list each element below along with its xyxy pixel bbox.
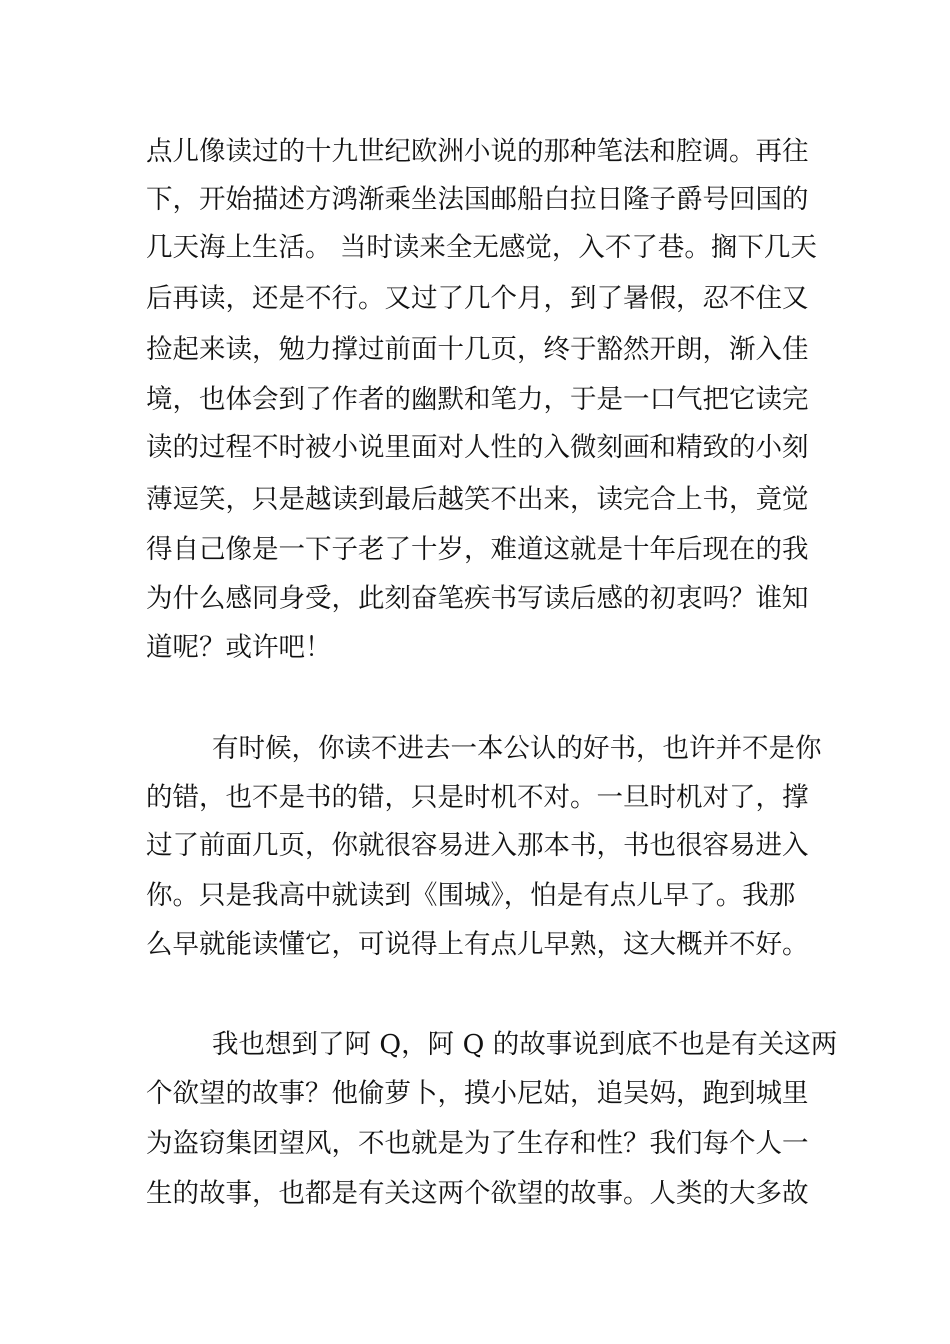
text-line: 境，也体会到了作者的幽默和笔力，于是一口气把它读完 xyxy=(146,384,809,415)
text-line: 下，开始描述方鸿渐乘坐法国邮船白拉日隆子爵号回国的 xyxy=(146,184,809,215)
text-line: 得自己像是一下子老了十岁，难道这就是十年后现在的我 xyxy=(146,534,809,565)
text-line: 的错，也不是书的错，只是时机不对。一旦时机对了，撑 xyxy=(146,782,809,813)
text-line: 个欲望的故事？他偷萝卜，摸小尼姑，追吴妈，跑到城里 xyxy=(146,1078,809,1109)
text-line: 读的过程不时被小说里面对人性的入微刻画和精致的小刻 xyxy=(146,432,809,463)
text-line: 点儿像读过的十九世纪欧洲小说的那种笔法和腔调。再往 xyxy=(146,136,809,167)
text-line: 生的故事，也都是有关这两个欲望的故事。人类的大多故 xyxy=(146,1178,809,1209)
text-line: 为盗窃集团望风，不也就是为了生存和性？我们每个人一 xyxy=(146,1128,809,1159)
text-line: 为什么感同身受，此刻奋笔疾书写读后感的初衷吗？谁知 xyxy=(146,583,809,614)
text-line: 道呢？或许吧！ xyxy=(146,632,332,663)
text-line: 过了前面几页，你就很容易进入那本书，书也很容易进入 xyxy=(146,830,809,861)
text-line: 么早就能读懂它，可说得上有点儿早熟，这大概并不好。 xyxy=(146,929,809,960)
text-line: 你。只是我高中就读到《围城》，怕是有点儿早了。我那 xyxy=(146,880,796,911)
text-line: 我也想到了阿 Q，阿 Q 的故事说到底不也是有关这两 xyxy=(212,1029,838,1060)
text-line: 几天海上生活。 当时读来全无感觉，入不了巷。搁下几天 xyxy=(146,232,817,263)
text-line: 有时候，你读不进去一本公认的好书，也许并不是你 xyxy=(212,733,822,764)
text-line: 薄逗笑，只是越读到最后越笑不出来，读完合上书，竟觉 xyxy=(146,484,809,515)
text-line: 后再读，还是不行。又过了几个月，到了暑假，忍不住又 xyxy=(146,283,809,314)
text-line: 捡起来读，勉力撑过前面十几页，终于豁然开朗，渐入佳 xyxy=(146,334,809,365)
